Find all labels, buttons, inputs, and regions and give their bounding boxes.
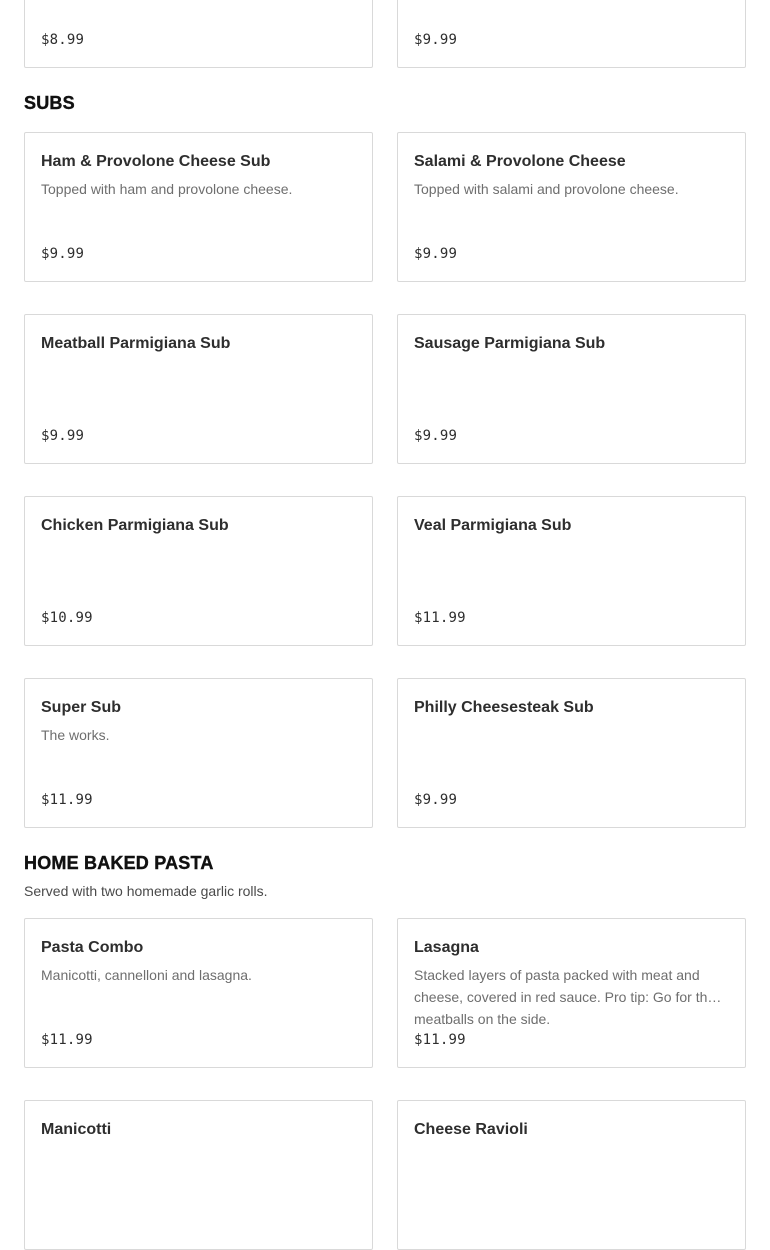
item-price: $11.99 (41, 792, 93, 808)
item-description: Manicotti, cannelloni and lasagna. (41, 967, 252, 983)
section-title-subs: SUBS (24, 93, 75, 113)
item-description: The works. (41, 727, 110, 743)
item-name: Cheese Ravioli (414, 1121, 528, 1138)
item-price: $8.99 (41, 32, 85, 48)
menu-item-card[interactable] (397, 678, 746, 828)
menu-item-card[interactable] (397, 0, 746, 68)
menu-item-card[interactable] (397, 1100, 746, 1250)
previous-section-grid (24, 0, 746, 68)
item-price: $9.99 (414, 32, 458, 48)
menu-item-card[interactable] (24, 496, 373, 646)
item-name: Sausage Parmigiana Sub (414, 335, 606, 352)
item-name: Lasagna (414, 939, 479, 956)
item-price: $11.99 (41, 1032, 93, 1048)
menu-item-card[interactable] (24, 0, 373, 68)
item-price: $11.99 (414, 610, 466, 626)
menu-item-card[interactable] (397, 496, 746, 646)
item-name: Chicken Parmigiana Sub (41, 517, 229, 534)
pasta-grid (24, 918, 746, 1250)
item-name: Salami & Provolone Cheese (414, 153, 626, 170)
section-subtitle-pasta: Served with two homemade garlic rolls. (24, 883, 268, 899)
menu-item-card[interactable] (397, 132, 746, 282)
item-price: $9.99 (414, 428, 458, 444)
section-title-pasta: HOME BAKED PASTA (24, 853, 214, 873)
item-name: Pasta Combo (41, 939, 144, 956)
menu-item-card[interactable] (24, 132, 373, 282)
item-name: Veal Parmigiana Sub (414, 517, 572, 534)
item-name: Philly Cheesesteak Sub (414, 699, 594, 716)
item-name: Manicotti (41, 1121, 112, 1138)
menu-item-card[interactable] (397, 918, 746, 1068)
item-description: Topped with salami and provolone cheese. (414, 181, 679, 197)
item-description: Topped with ham and provolone cheese. (41, 181, 293, 197)
item-price: $10.99 (41, 610, 93, 626)
item-price: $9.99 (41, 246, 85, 262)
item-name: Meatball Parmigiana Sub (41, 335, 231, 352)
menu-item-card[interactable] (24, 314, 373, 464)
menu-item-card[interactable] (24, 1100, 373, 1250)
subs-grid (24, 132, 746, 828)
item-price: $9.99 (41, 428, 85, 444)
menu-item-card[interactable] (24, 918, 373, 1068)
item-name: Super Sub (41, 699, 122, 716)
menu-item-card[interactable] (24, 678, 373, 828)
item-price: $9.99 (414, 246, 458, 262)
item-description: Stacked layers of pasta packed with meat and cheese, covered in red sauce. Pro tip: Go for the meatballs on the side. (414, 967, 716, 1027)
item-price: $9.99 (414, 792, 458, 808)
menu-item-card[interactable] (397, 314, 746, 464)
item-price: $11.99 (414, 1032, 466, 1048)
item-name: Ham & Provolone Cheese Sub (41, 153, 271, 170)
